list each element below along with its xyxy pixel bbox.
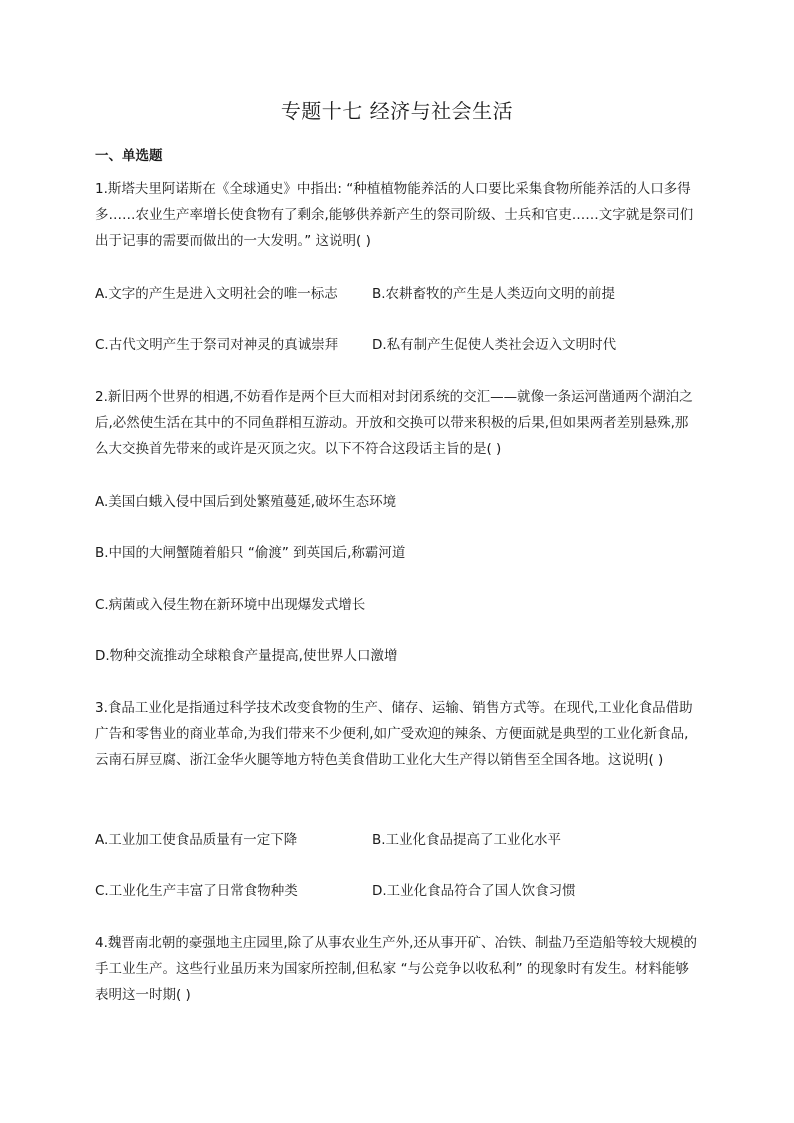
question-3-option-c[interactable]: C.工业化生产丰富了日常食物种类 <box>95 883 298 899</box>
question-1-option-c[interactable]: C.古代文明产生于祭司对神灵的真诚崇拜 <box>95 337 339 353</box>
question-1-option-a[interactable]: A.文字的产生是进入文明社会的唯一标志 <box>95 286 338 302</box>
page-title: 专题十七 经济与社会生活 <box>280 99 514 123</box>
question-1-stem: 1.斯塔夫里阿诺斯在《全球通史》中指出: “种植植物能养活的人口要比采集食物所能养活的人口多得多……农业生产率增长使食物有了剩余,能够供养新产生的祭司阶级、士兵和官吏……文字就是祭司们出于记事的需要而做出的一大发明。” 这说明( ) <box>95 181 694 249</box>
question-1-option-d[interactable]: D.私有制产生促使人类社会迈入文明时代 <box>372 337 617 353</box>
question-4-stem: 4.魏晋南北朝的豪强地主庄园里,除了从事农业生产外,还从事开矿、冶铁、制盐乃至造船等较大规模的手工业生产。这些行业虽历来为国家所控制,但私家 “与公竞争以收私利” 的现象时有发生。材料能够表明这一时期( ) <box>95 935 697 1003</box>
question-3-options-row-1 <box>95 827 705 853</box>
question-3-options-row-2 <box>95 878 705 904</box>
question-3-stem: 3.食品工业化是指通过科学技术改变食物的生产、储存、运输、销售方式等。在现代,工业化食品借助广告和零售业的商业革命,为我们带来不少便利,如广受欢迎的辣条、方便面就是典型的工业化新食品,云南石屏豆腐、浙江金华火腿等地方特色美食借助工业化大生产得以销售至全国各地。这说明( ) <box>95 700 693 768</box>
question-1-option-b[interactable]: B.农耕畜牧的产生是人类迈向文明的前提 <box>372 286 616 302</box>
section-heading: 一、单选题 <box>95 148 163 164</box>
question-2-option-d[interactable]: D.物种交流推动全球粮食产量提高,使世界人口激增 <box>95 648 398 664</box>
question-3-option-b[interactable]: B.工业化食品提高了工业化水平 <box>372 832 562 848</box>
question-3-option-d[interactable]: D.工业化食品符合了国人饮食习惯 <box>372 883 576 899</box>
question-2-option-a[interactable]: A.美国白蛾入侵中国后到处繁殖蔓延,破坏生态环境 <box>95 494 397 510</box>
question-2-option-b[interactable]: B.中国的大闸蟹随着船只 “偷渡” 到英国后,称霸河道 <box>95 545 406 561</box>
question-2-option-c[interactable]: C.病菌或入侵生物在新环境中出现爆发式增长 <box>95 597 366 613</box>
question-1-options-row-1 <box>95 281 705 307</box>
question-3-option-a[interactable]: A.工业加工使食品质量有一定下降 <box>95 832 298 848</box>
question-2-stem: 2.新旧两个世界的相遇,不妨看作是两个巨大而相对封闭系统的交汇——就像一条运河凿通两个湖泊之后,必然使生活在其中的不同鱼群相互游动。开放和交换可以带来积极的后果,但如果两者差别悬殊,那么大交换首先带来的或许是灭顶之灾。以下不符合这段话主旨的是( ) <box>95 389 693 457</box>
question-1-options-row-2 <box>95 332 705 358</box>
